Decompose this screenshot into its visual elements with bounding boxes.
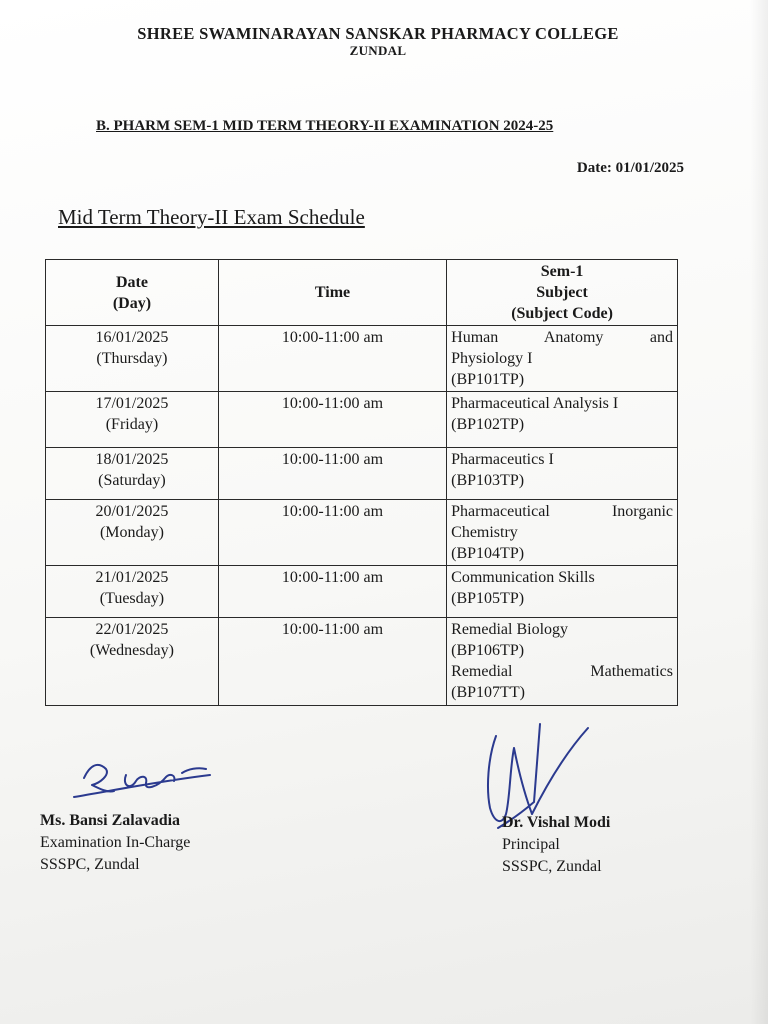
subject-code: (BP102TP) bbox=[451, 416, 525, 433]
exam-day: (Thursday) bbox=[96, 350, 168, 367]
exam-time: 10:00-11:00 am bbox=[218, 618, 446, 706]
subject-name: Pharmaceutical Analysis I bbox=[451, 395, 619, 412]
subject-name: Pharmaceutical Inorganic bbox=[451, 503, 673, 520]
table-row bbox=[46, 326, 678, 392]
exam-date: 22/01/2025 bbox=[95, 621, 169, 638]
subject-name-cont: Physiology I bbox=[451, 350, 533, 367]
subject-name: Remedial Mathematics bbox=[451, 663, 673, 680]
header-code-label: (Subject Code) bbox=[511, 305, 613, 322]
date-cell bbox=[46, 448, 219, 500]
subject-name: Remedial Biology bbox=[451, 621, 569, 638]
subject-cell bbox=[447, 566, 678, 618]
subject-code: (BP105TP) bbox=[451, 590, 525, 607]
header-date-label: Date bbox=[115, 273, 148, 291]
table-row bbox=[46, 500, 678, 566]
exam-day: (Monday) bbox=[99, 524, 164, 541]
subject-name-cont: Chemistry bbox=[451, 524, 518, 541]
date-cell bbox=[46, 566, 219, 618]
exam-time: 10:00-11:00 am bbox=[218, 448, 446, 500]
exam-day: (Friday) bbox=[105, 416, 159, 433]
schedule-title: Mid Term Theory-II Exam Schedule bbox=[58, 205, 365, 229]
exam-time: 10:00-11:00 am bbox=[218, 500, 446, 566]
date-cell bbox=[46, 392, 219, 448]
exam-time: 10:00-11:00 am bbox=[218, 392, 446, 448]
table-row bbox=[46, 392, 678, 448]
header-subject bbox=[447, 260, 678, 326]
exam-day: (Wednesday) bbox=[89, 642, 174, 659]
exam-date: 17/01/2025 bbox=[95, 395, 169, 412]
exam-day: (Tuesday) bbox=[99, 590, 165, 607]
signatory-role: Principal bbox=[502, 836, 560, 853]
exam-day: (Saturday) bbox=[98, 472, 166, 489]
signatory-name: Dr. Vishal Modi bbox=[502, 814, 611, 831]
college-name: SHREE SWAMINARAYAN SANSKAR PHARMACY COLLEGE bbox=[137, 24, 619, 43]
subject-code: (BP106TP) bbox=[451, 642, 525, 659]
header-day-label: (Day) bbox=[112, 294, 152, 312]
header-time: Time bbox=[218, 260, 446, 326]
signatory-org: SSSPC, Zundal bbox=[40, 856, 140, 873]
signatory-org: SSSPC, Zundal bbox=[502, 858, 602, 875]
header-date bbox=[46, 260, 219, 326]
subject-code: (BP107TT) bbox=[451, 684, 525, 701]
date-cell bbox=[46, 326, 219, 392]
table-row bbox=[46, 448, 678, 500]
exam-schedule-table bbox=[45, 259, 678, 706]
subject-cell bbox=[447, 326, 678, 392]
subject-code: (BP103TP) bbox=[451, 472, 525, 489]
header-sem-label: Sem-1 bbox=[540, 263, 584, 280]
table-header-row bbox=[46, 260, 678, 326]
subject-name: Pharmaceutics I bbox=[451, 451, 554, 468]
signatory-right bbox=[502, 812, 610, 878]
paper-shadow bbox=[750, 0, 768, 1024]
header-subject-label: Subject bbox=[536, 284, 588, 301]
exam-time: 10:00-11:00 am bbox=[218, 566, 446, 618]
subject-code: (BP101TP) bbox=[451, 371, 525, 388]
subject-name: Communication Skills bbox=[451, 569, 595, 586]
subject-cell bbox=[447, 500, 678, 566]
subject-name: Human Anatomy and bbox=[451, 329, 673, 346]
subject-cell bbox=[447, 392, 678, 448]
exam-date: 16/01/2025 bbox=[95, 329, 169, 346]
exam-title: B. PHARM SEM-1 MID TERM THEORY-II EXAMINATION 2024-25 bbox=[96, 118, 554, 134]
signatory-role: Examination In-Charge bbox=[40, 834, 191, 851]
exam-date: 20/01/2025 bbox=[95, 503, 169, 520]
exam-date: 21/01/2025 bbox=[95, 569, 169, 586]
subject-cell bbox=[447, 618, 678, 706]
date-cell bbox=[46, 500, 219, 566]
subject-code: (BP104TP) bbox=[451, 545, 525, 562]
table-row bbox=[46, 566, 678, 618]
signatory-left bbox=[40, 810, 190, 876]
exam-time: 10:00-11:00 am bbox=[218, 326, 446, 392]
signatory-name: Ms. Bansi Zalavadia bbox=[40, 812, 181, 829]
subject-cell bbox=[447, 448, 678, 500]
table-row bbox=[46, 618, 678, 706]
exam-date: 18/01/2025 bbox=[95, 451, 169, 468]
signature-bansi-zalavadia bbox=[70, 745, 240, 805]
date-cell bbox=[46, 618, 219, 706]
college-location: ZUNDAL bbox=[349, 43, 407, 58]
notice-date: Date: 01/01/2025 bbox=[576, 160, 684, 176]
